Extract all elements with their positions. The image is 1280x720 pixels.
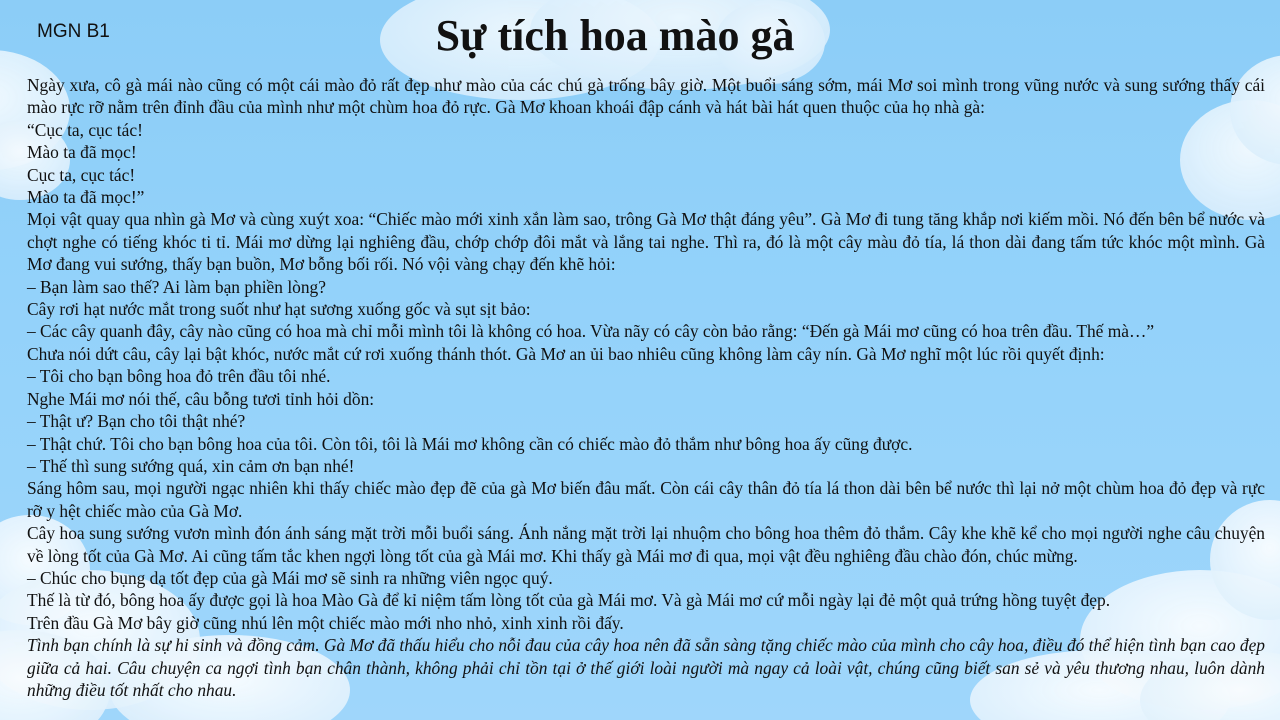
story-paragraph: – Thật chứ. Tôi cho bạn bông hoa của tôi. Còn tôi, tôi là Mái mơ không cần có chiếc mào đỏ thắm như bông hoa ấy cũng được.: [27, 433, 913, 454]
story-paragraph: “Cục ta, cục tác!: [27, 119, 143, 140]
story-paragraph: Ngày xưa, cô gà mái nào cũng có một cái mào đỏ rất đẹp như mào của các chú gà trống bây giờ. Một buổi sáng sớm, mái Mơ soi mình trong vũng nước và sung sướng thấy cái mào rực rỡ nằm trên đỉnh đầu của mình như một chùm hoa đỏ rực. Gà Mơ khoan khoái đập cánh và hát bài hát quen thuộc của họ nhà gà:: [27, 75, 1265, 118]
story-paragraph: Thế là từ đó, bông hoa ấy được gọi là hoa Mào Gà để kỉ niệm tấm lòng tốt của gà Mái mơ. Và gà Mái mơ cứ mỗi ngày lại đẻ một quả trứng hồng tuyệt đẹp.: [27, 590, 1111, 611]
story-paragraph: Cục ta, cục tác!: [27, 164, 136, 185]
story-paragraph: Cây hoa sung sướng vươn mình đón ánh sáng mặt trời mỗi buổi sáng. Ánh nắng mặt trời lại nhuộm cho bông hoa thêm đỏ thắm. Cây khe khẽ kể cho mọi người nghe câu chuyện về lòng tốt của Gà Mơ. Ai cũng tấm tắc khen ngợi lòng tốt của gà Mái mơ. Khi thấy gà Mái mơ đi qua, mọi vật đều nghiêng đầu chào đón, chúc mừng.: [27, 523, 1265, 566]
story-paragraph: Mào ta đã mọc!”: [27, 187, 145, 208]
story-paragraph: Mào ta đã mọc!: [27, 142, 137, 163]
story-paragraph: – Thật ư? Bạn cho tôi thật nhé?: [27, 411, 246, 432]
story-paragraph: – Chúc cho bụng dạ tốt đẹp của gà Mái mơ sẽ sinh ra những viên ngọc quý.: [27, 567, 553, 588]
story-paragraph: Cây rơi hạt nước mắt trong suốt như hạt sương xuống gốc và sụt sịt bảo:: [27, 299, 531, 320]
story-paragraph: Mọi vật quay qua nhìn gà Mơ và cùng xuýt xoa: “Chiếc mào mới xinh xắn làm sao, trông Gà Mơ thật đáng yêu”. Gà Mơ đi tung tăng khắp nơi kiếm mồi. Nó đến bên bể nước và chợt nghe có tiếng khóc ti tỉ. Mái mơ dừng lại nghiêng đầu, chớp chớp đôi mắt và lắng tai nghe. Thì ra, đó là một cây màu đỏ tía, lá thon dài đang tấm tức khóc một mình. Gà Mơ đang vui sướng, thấy bạn buồn, Mơ bỗng bối rối. Nó vội vàng chạy đến khẽ hỏi:: [27, 209, 1265, 275]
story-paragraph: Sáng hôm sau, mọi người ngạc nhiên khi thấy chiếc mào đẹp đẽ của gà Mơ biến đâu mất. Còn cái cây thân đỏ tía lá thon dài bên bể nước thì lại nở một chùm hoa đỏ đẹp và rực rỡ y hệt chiếc mào của Gà Mơ.: [27, 478, 1265, 521]
story-moral: Tình bạn chính là sự hi sinh và đồng cảm. Gà Mơ đã thấu hiểu cho nỗi đau của cây hoa nên đã sẵn sàng tặng chiếc mào của mình cho cây hoa, điều đó thể hiện tình bạn cao đẹp giữa cả hai. Câu chuyện ca ngợi tình bạn chân thành, không phải chỉ tồn tại ở thế giới loài người mà ngay cả loài vật, chúng cũng biết san sẻ và yêu thương nhau, luôn dành những điều tốt nhất cho nhau.: [27, 635, 1265, 700]
story-paragraph: Nghe Mái mơ nói thế, câu bỗng tươi tỉnh hỏi dồn:: [27, 388, 375, 409]
story-paragraph: – Bạn làm sao thế? Ai làm bạn phiền lòng?: [27, 276, 326, 297]
story-text: [27, 74, 1265, 701]
slide-title: Sự tích hoa mào gà: [435, 11, 795, 60]
story-paragraph: – Thế thì sung sướng quá, xin cảm ơn bạn nhé!: [27, 455, 355, 476]
story-paragraph: Chưa nói dứt câu, cây lại bật khóc, nước mắt cứ rơi xuống thánh thót. Gà Mơ an ủi bao nhiêu cũng không làm cây nín. Gà Mơ nghĩ một lúc rồi quyết định:: [27, 343, 1105, 364]
story-paragraph: – Tôi cho bạn bông hoa đỏ trên đầu tôi nhé.: [27, 366, 331, 387]
story-paragraph: – Các cây quanh đây, cây nào cũng có hoa mà chỉ mỗi mình tôi là không có hoa. Vừa nãy có cây còn bảo rằng: “Đến gà Mái mơ cũng có hoa trên đầu. Thế mà…”: [27, 321, 1155, 342]
slide-tag: MGN B1: [37, 21, 110, 42]
story-paragraph: Trên đầu Gà Mơ bây giờ cũng nhú lên một chiếc mào mới nho nhỏ, xinh xinh rồi đấy.: [27, 612, 624, 633]
